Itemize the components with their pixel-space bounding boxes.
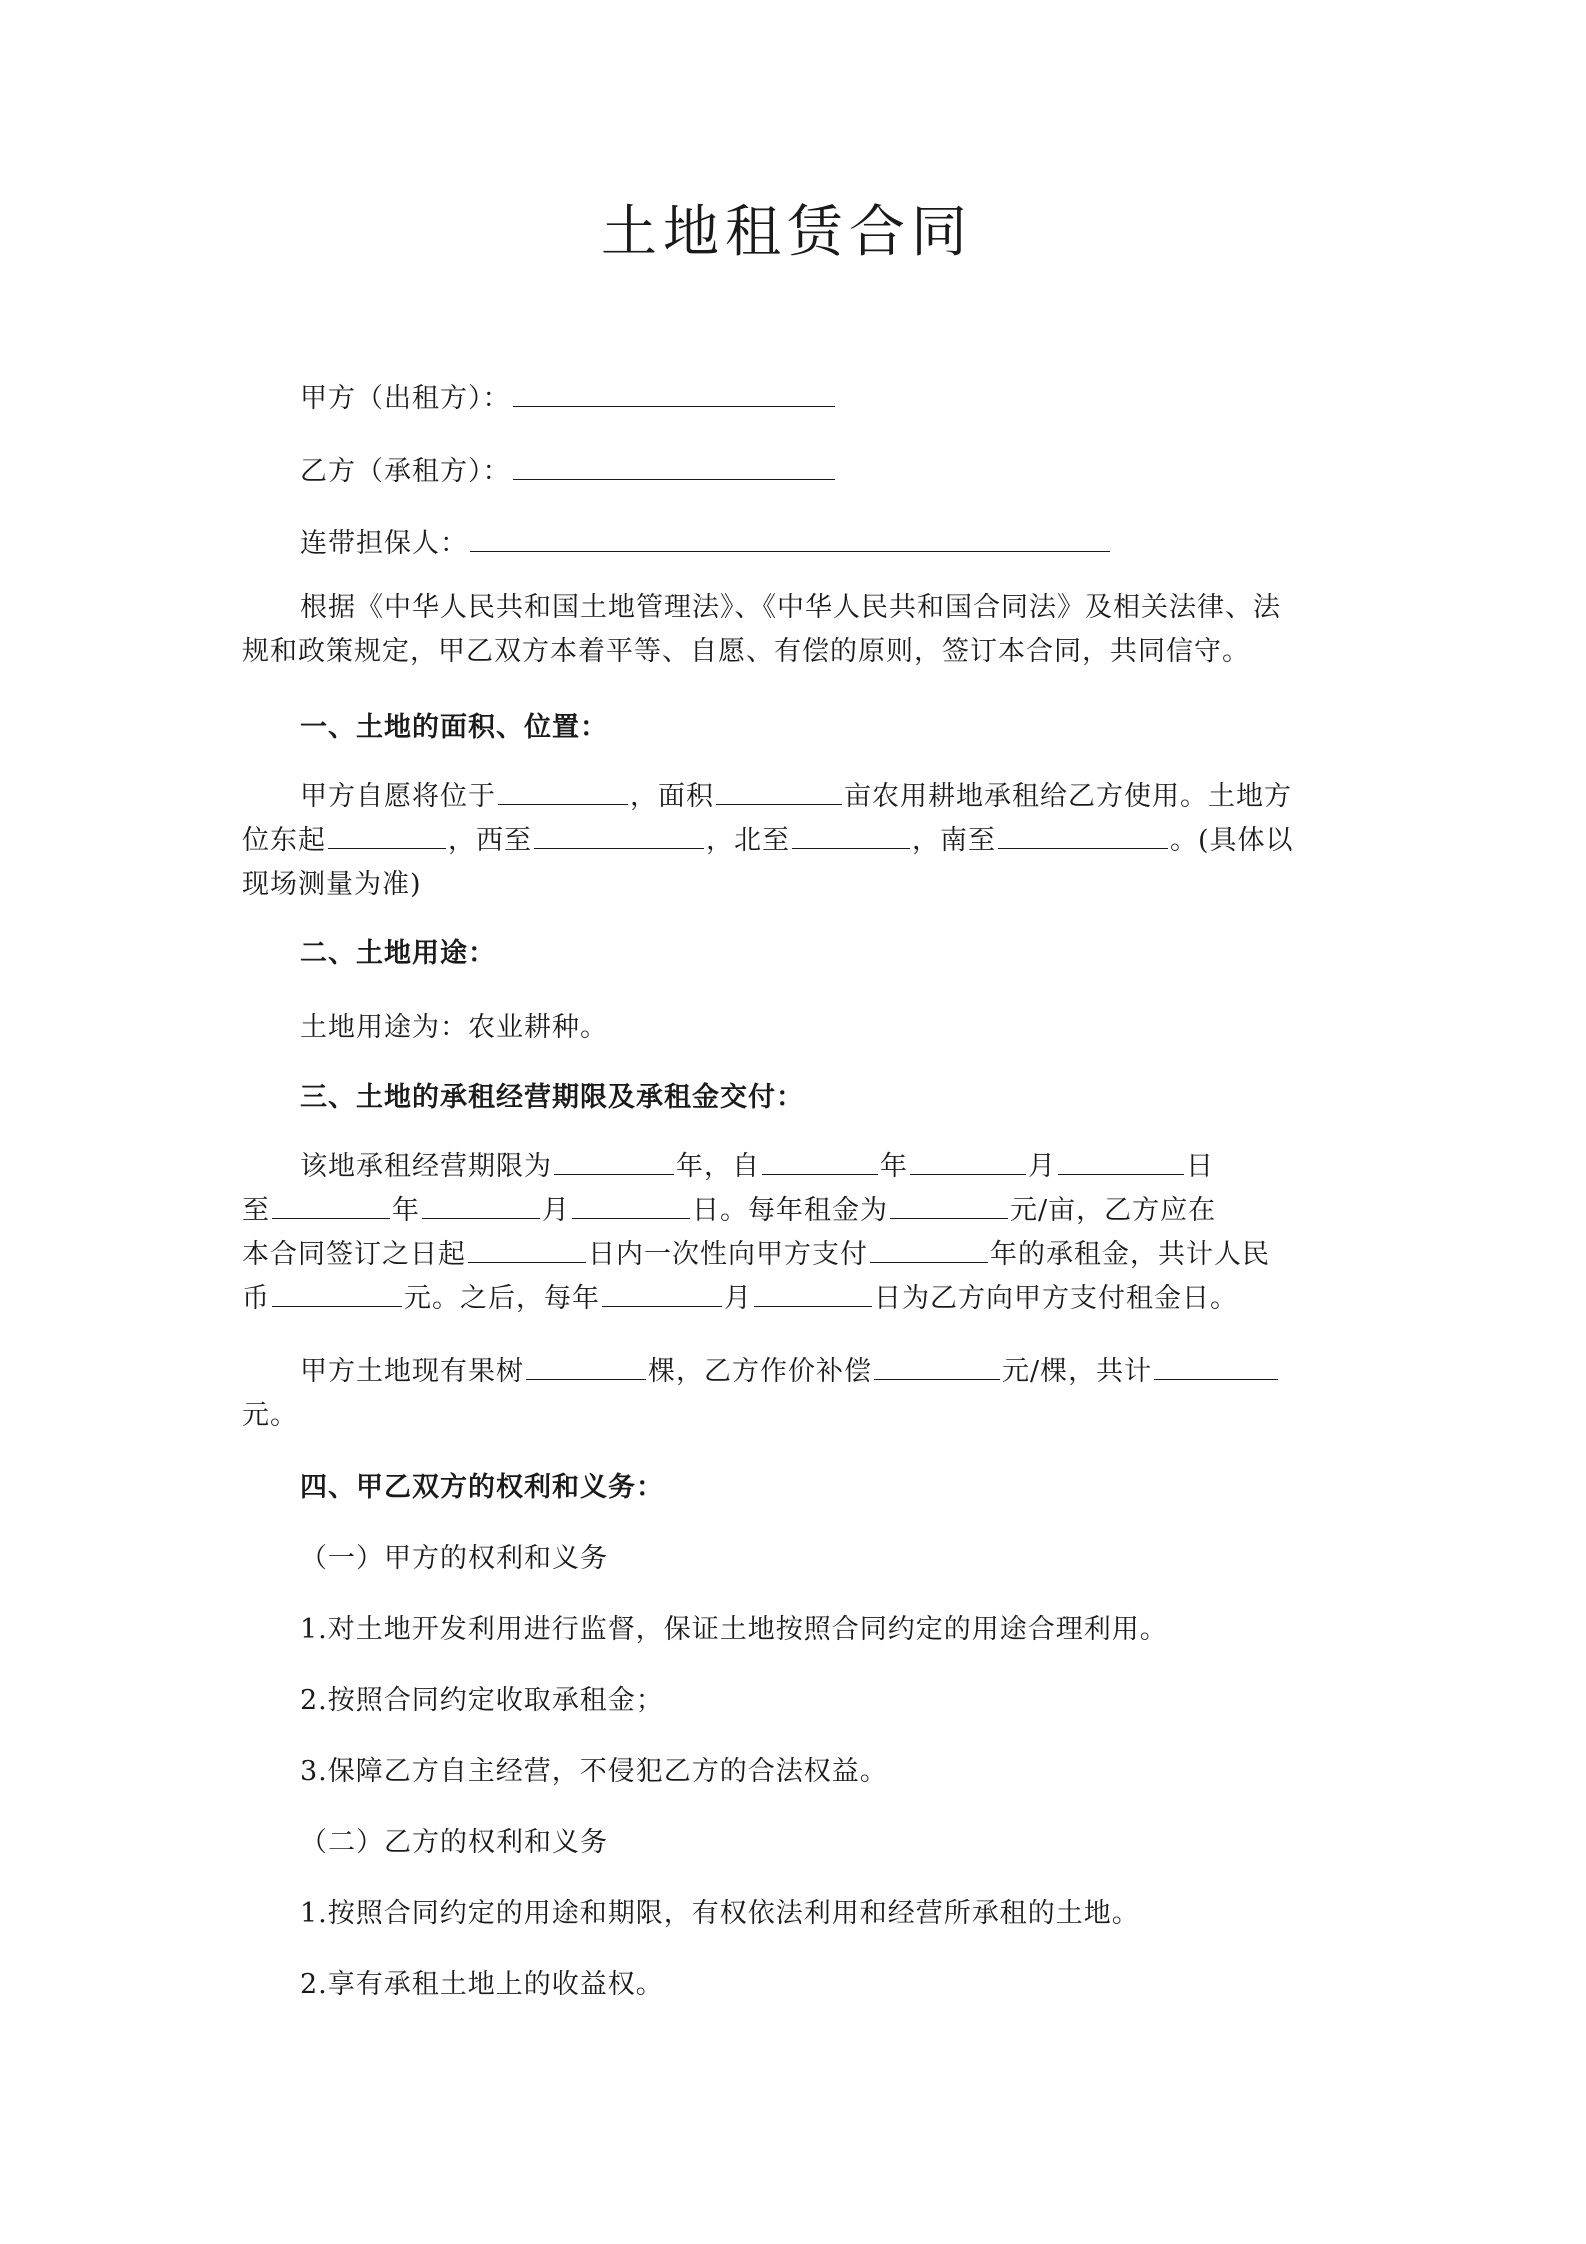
tree-count-blank[interactable] (526, 1351, 646, 1380)
text: ，北至 (706, 825, 790, 856)
text: 甲方自愿将位于 (300, 781, 496, 812)
section-1-paragraph (242, 775, 1332, 907)
east-blank[interactable] (328, 820, 446, 849)
text: 位东起 (242, 825, 326, 856)
annual-day-blank[interactable] (754, 1278, 872, 1307)
total-rent-blank[interactable] (272, 1278, 402, 1307)
section-2-heading: 二、土地用途： (300, 938, 496, 969)
text: 月 (1028, 1151, 1056, 1182)
guarantor-label: 连带担保人： (300, 528, 468, 559)
west-blank[interactable] (534, 820, 704, 849)
payment-years-blank[interactable] (870, 1234, 988, 1263)
guarantor-line (242, 522, 1332, 566)
text: 至 (242, 1195, 270, 1226)
annual-month-blank[interactable] (602, 1278, 722, 1307)
section-1-line-1 (242, 775, 1332, 819)
text: ，西至 (448, 825, 532, 856)
rent-per-mu-blank[interactable] (890, 1190, 1008, 1219)
payment-days-blank[interactable] (468, 1234, 586, 1263)
text: 日。每年租金为 (692, 1195, 888, 1226)
text: 月 (724, 1283, 752, 1314)
text: 日为乙方向甲方支付租金日。 (874, 1283, 1238, 1314)
end-year-blank[interactable] (272, 1190, 390, 1219)
party-a-blank[interactable] (513, 378, 835, 407)
location-blank[interactable] (498, 776, 628, 805)
text: 亩农用耕地承租给乙方使用。土地方 (844, 781, 1292, 812)
party-a-rights-subheading: （一）甲方的权利和义务 (300, 1543, 608, 1574)
party-b-blank[interactable] (513, 451, 835, 480)
text: 年的承租金，共计人民 (990, 1239, 1270, 1270)
text: 该地承租经营期限为 (300, 1151, 552, 1182)
intro-paragraph (242, 586, 1332, 674)
document-title: 土地租赁合同 (601, 200, 973, 265)
text: 日内一次性向甲方支付 (588, 1239, 868, 1270)
section-1-line-2 (242, 819, 1332, 863)
party-b-line (242, 450, 1332, 494)
party-a-label: 甲方（出租方）： (300, 383, 511, 414)
party-a-item-3: 3.保障乙方自主经营，不侵犯乙方的合法权益。 (300, 1756, 888, 1787)
text: ，南至 (912, 825, 996, 856)
start-year-blank[interactable] (762, 1146, 878, 1175)
section-3-line-4 (242, 1277, 1332, 1321)
text: 年 (392, 1195, 420, 1226)
party-b-item-1: 1.按照合同约定的用途和期限，有权依法利用和经营所承租的土地。 (300, 1898, 1140, 1929)
section-3-heading: 三、土地的承租经营期限及承租金交付： (300, 1082, 804, 1113)
fruit-tree-line-1 (242, 1350, 1332, 1394)
section-3-line-2 (242, 1189, 1332, 1233)
text: 。(具体以 (1170, 825, 1294, 856)
text: 棵，乙方作价补偿 (648, 1356, 872, 1387)
fruit-tree-paragraph (242, 1350, 1332, 1438)
term-years-blank[interactable] (554, 1146, 674, 1175)
intro-line-1: 根据《中华人民共和国土地管理法》、《中华人民共和国合同法》及相关法律、法 (300, 592, 1281, 623)
party-b-item-2: 2.享有承租土地上的收益权。 (300, 1969, 664, 2000)
section-4-heading: 四、甲乙双方的权利和义务： (300, 1472, 664, 1503)
tree-total-blank[interactable] (1154, 1351, 1278, 1380)
text: 年，自 (676, 1151, 760, 1182)
section-1-line-3: 现场测量为准) (242, 869, 422, 900)
fruit-tree-line-2: 元。 (242, 1400, 298, 1431)
north-blank[interactable] (792, 820, 910, 849)
text: 元/棵，共计 (1002, 1356, 1153, 1387)
intro-line-2: 规和政策规定，甲乙双方本着平等、自愿、有偿的原则，签订本合同，共同信守。 (242, 636, 1250, 667)
section-3-paragraph (242, 1145, 1332, 1321)
text: ，面积 (630, 781, 714, 812)
party-a-item-2: 2.按照合同约定收取承租金； (300, 1685, 664, 1716)
end-day-blank[interactable] (572, 1190, 690, 1219)
tree-price-blank[interactable] (874, 1351, 1000, 1380)
section-3-line-3 (242, 1233, 1332, 1277)
end-month-blank[interactable] (422, 1190, 540, 1219)
party-a-item-1: 1.对土地开发利用进行监督，保证土地按照合同约定的用途合理利用。 (300, 1614, 1168, 1645)
text: 甲方土地现有果树 (300, 1356, 524, 1387)
text: 币 (242, 1283, 270, 1314)
guarantor-blank[interactable] (470, 523, 1110, 552)
party-b-rights-subheading: （二）乙方的权利和义务 (300, 1827, 608, 1858)
text: 日 (1186, 1151, 1214, 1182)
section-2-text: 土地用途为：农业耕种。 (300, 1012, 608, 1043)
start-month-blank[interactable] (910, 1146, 1026, 1175)
text: 元。之后，每年 (404, 1283, 600, 1314)
text: 月 (542, 1195, 570, 1226)
area-blank[interactable] (716, 776, 842, 805)
party-a-line (242, 377, 1332, 421)
south-blank[interactable] (998, 820, 1168, 849)
text: 年 (880, 1151, 908, 1182)
section-1-heading: 一、土地的面积、位置： (300, 712, 608, 743)
text: 本合同签订之日起 (242, 1239, 466, 1270)
section-3-line-1 (242, 1145, 1332, 1189)
text: 元/亩，乙方应在 (1010, 1195, 1217, 1226)
start-day-blank[interactable] (1058, 1146, 1184, 1175)
party-b-label: 乙方（承租方）： (300, 456, 511, 487)
